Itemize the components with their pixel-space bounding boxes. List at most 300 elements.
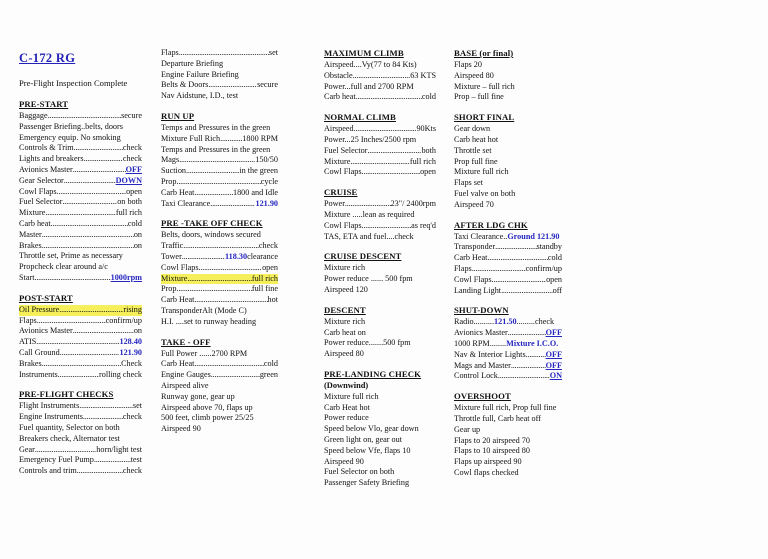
checklist-item [19,412,142,423]
item-value: 150/50 [255,155,278,165]
leader-dots [353,71,411,82]
checklist-line: Fuel valve on both [454,188,516,198]
checklist-line: Mixture .....lean as required [324,209,415,219]
leader-dots [34,273,110,284]
checklist-item [454,350,562,361]
checklist-line: Airspeed....Vy(77 to 84 Kts) [324,60,417,69]
checklist-section [19,293,142,381]
item-label: Obstacle [324,70,353,80]
item-label: Controls and trim [19,466,77,476]
leader-dots [51,219,128,230]
item-label: Landing Light [454,285,502,295]
item-label: Avionics Master [19,326,73,336]
item-label: Power [324,199,345,209]
item-value: check [122,143,142,153]
item-value: Alt (Mode C) [202,305,247,315]
checklist-item [161,80,278,91]
section-title: AFTER LDG CHK [454,219,528,230]
checklist-item [324,157,436,168]
checklist-section [324,187,436,242]
checklist-line: Mixture full rich, Prop full fine [454,403,557,413]
item-value: check clear around a/c [34,262,108,272]
checklist-section [19,99,142,284]
item-label: Transponder [161,305,203,315]
item-value: full fine [251,284,278,294]
leader-dots [179,48,269,59]
checklist-item [19,359,142,370]
item-value: Mixture I.C.O. [506,338,559,348]
item-value: 118.30 [225,251,248,261]
checklist-line: Mixture rich [324,263,366,273]
leader-dots [79,401,133,412]
checklist-line: Carb heat hot [454,134,499,144]
checklist-line: Airspeed above 70, flaps up [161,402,253,412]
item-value: 1800 RPM [242,133,278,143]
item-value: full rich [115,208,142,218]
item-value: in the green [239,166,278,176]
checklist-line: Carb Heat hot [324,402,370,412]
item-value: 121.90 [255,198,278,208]
checklist-line: Prop full fine [454,156,498,166]
checklist-item [454,339,562,350]
checklist-item [161,252,278,263]
item-label: Brakes [19,358,42,368]
checklist-item [324,92,436,103]
checklist-line: Temps and Pressures in the green [161,122,271,132]
checklist-item [19,273,142,284]
item-value: full rich [409,156,436,166]
section-title: OVERSHOOT [454,391,511,402]
leader-dots [367,146,421,157]
item-label: Mixture [161,273,188,283]
checklist-item [19,466,142,477]
section-title: DESCENT [324,304,366,315]
leader-dots [176,284,251,295]
leader-dots [73,326,134,337]
leader-dots [42,359,121,370]
item-label: Control Lock [454,371,498,381]
checklist-line: Airspeed 80 [324,349,364,359]
item-label: Suction [161,166,187,176]
item-value: test [130,455,142,465]
checklist-line: Emergency equip. No smoking [19,132,121,142]
leader-dots [176,177,260,188]
item-value: on [133,240,142,250]
item-value: 1000rpm [110,272,142,282]
column-1-sections [19,99,142,477]
checklist-item [161,317,278,328]
checklist-item [19,197,142,208]
item-label: ATIS [19,337,37,347]
checklist-item [19,111,142,122]
checklist-item [161,349,278,360]
item-label: Nav Aids [161,91,192,101]
item-value: check [122,412,142,422]
leader-dots [77,466,123,477]
checklist-item [19,262,142,273]
checklist-line: Mixture full rich [454,167,509,177]
checklist-item [19,219,142,230]
section-title: NORMAL CLIMB [324,112,396,123]
leader-dots [194,359,263,370]
leader-dots [84,154,123,165]
checklist-line: Runway gone, gear up [161,391,235,401]
item-value: cold [127,218,142,228]
checklist-item [19,154,142,165]
checklist-item [161,274,278,285]
item-label: Cowl Flaps [324,220,362,230]
checklist-item [454,264,562,275]
checklist-item [161,177,278,188]
checklist-item [19,143,142,154]
checklist-item [161,91,278,102]
item-label: Prop [161,176,177,186]
leader-dots [186,166,239,177]
checklist-section [454,112,562,210]
item-label: Belts & Doors [161,80,209,90]
checklist-line: Throttle set [454,145,492,155]
leader-dots [472,264,526,275]
item-label: Gear [19,444,35,454]
item-label: 1000 RPM........ [454,338,507,348]
item-suffix: clearance [247,251,278,261]
item-label: H.I. ....set to runway heading [161,316,257,326]
checklist-line: 500 feet, climb power 25/25 [161,413,254,423]
item-label: Carb heat [19,218,51,228]
checklist-line: Passenger Safety Briefing [324,478,410,488]
checklist-item [324,221,436,232]
checklist-item [161,263,278,274]
page-subtitle: Pre-Flight Inspection Complete [19,78,128,88]
item-value: confirm/up [525,263,562,273]
checklist-item [454,361,562,372]
item-value: cold [547,253,562,263]
checklist-section [161,218,278,327]
checklist-section [324,305,436,360]
checklist-line: Airspeed alive [161,380,209,390]
checklist-section [454,391,562,479]
checklist-line: Green light on, gear out [324,434,402,444]
item-value: OFF [545,328,562,338]
item-label: Emergency Fuel Pump [19,455,94,465]
item-label: Master [19,229,42,239]
leader-dots [187,274,251,285]
item-label: Engine Instruments [19,412,83,422]
item-value: OFF [545,349,562,359]
leader-dots [501,286,553,297]
item-value: confirm/up [105,315,142,325]
checklist-line: TAS, ETA and fuel....check [324,231,414,241]
checklist-item [19,230,142,241]
checklist-line: Engine Failure Briefing [161,69,239,79]
leader-dots [495,242,536,253]
item-label: Carb Heat [161,187,195,197]
leader-dots [57,187,127,198]
checklist-section [454,305,562,382]
checklist-line: Prop – full fine [454,92,504,102]
item-value: check [122,154,142,164]
item-label: Taxi Clearance [161,198,211,208]
section-title: SHORT FINAL [454,112,515,123]
checklist-item [19,316,142,327]
item-label: Controls & Trim [19,143,74,153]
item-value: 121.90 [119,347,142,357]
leader-dots [42,230,134,241]
item-label: Carb Heat [454,253,488,263]
item-label: Flaps [19,315,37,325]
checklist-item [19,176,142,187]
item-value: Check [121,358,142,368]
section-title: PRE-START [19,99,69,109]
checklist-line: Gear down [454,124,491,134]
checklist-line: Power reduce.......500 fpm [324,338,411,348]
checklist-item [19,348,142,359]
item-value: both [421,145,436,155]
checklist-item [19,455,142,466]
item-label: Lights and breakers [19,154,84,164]
item-value: open [262,262,278,272]
item-label: Gear Selector [19,175,64,185]
section-title: PRE -TAKE OFF CHECK [161,218,263,229]
item-label: Carb Heat [161,295,195,305]
checklist-item [324,124,436,135]
column-4-sections [454,48,562,479]
checklist-item [19,305,142,316]
item-label: Carb heat [324,92,356,102]
item-label: Prop [161,284,177,294]
checklist-item [454,242,562,253]
leader-dots [362,221,412,232]
checklist-section [161,48,278,102]
checklist-item [324,146,436,157]
checklist-line: Flaps to 20 airspeed 70 [454,435,530,445]
item-value: DOWN [115,175,142,185]
leader-dots [36,337,119,348]
section-title: SHUT-DOWN [454,305,509,316]
checklist-item [19,370,142,381]
item-label: Flaps [454,263,472,273]
leader-dots [487,253,547,264]
item-value: horn/light test [96,444,142,454]
item-value: cold [263,359,278,369]
item-value: 23"/ 2400rpm [390,199,436,209]
column-2-sections [161,48,278,435]
checklist-line: Throttle set, Prime as necessary [19,251,123,261]
checklist-line: Flaps 20 [454,60,482,69]
page-title: C-172 RG [19,51,76,65]
item-value: standby [536,242,562,252]
checklist-section [324,112,436,178]
item-label: Mixture Full Rich [161,133,221,143]
checklist-line: Airspeed 90 [324,456,364,466]
checklist-item [161,155,278,166]
item-value: open [126,186,142,196]
leader-dots [62,197,117,208]
checklist-line: Departure Briefing [161,58,224,68]
leader-dots [48,111,121,122]
column-3-sections [324,48,436,489]
item-value: full rich [251,273,278,283]
checklist-line: Airspeed 90 [161,424,201,434]
item-label: Transponder [454,242,496,252]
item-label: Fuel Selector [324,145,368,155]
item-label: Avionics Master [454,328,508,338]
item-label: Baggage [19,111,48,120]
item-label: Full Power ......2700 RPM [161,348,248,358]
item-label: Oil Pressure [19,304,60,314]
item-value: OFF [125,164,142,174]
checklist-line: Airspeed 80 [454,70,494,80]
item-label: Mixture [324,156,351,166]
checklist-section [19,389,142,477]
checklist-item [19,187,142,198]
checklist-line: Speed below Vfe, flaps 10 [324,445,411,455]
item-value: cycle [260,176,278,186]
item-value: 128.40 [119,337,142,347]
leader-dots [64,176,116,187]
checklist-line: Gear up [454,424,481,434]
leader-dots [94,455,131,466]
leader-dots [511,361,546,372]
item-value: on both [117,197,142,207]
section-title: PRE-LANDING CHECK [324,368,422,379]
section-title: TAKE - OFF [161,336,211,347]
checklist-section [454,220,562,297]
item-value: 90Kts [416,124,436,134]
item-label: Taxi Clearance.. [454,231,508,241]
checklist-item [454,275,562,286]
leader-dots [508,328,546,339]
item-label: Cowl Flaps [161,262,199,272]
item-value: OFF [545,360,562,370]
item-value: on [133,326,142,336]
checklist-item [161,284,278,295]
checklist-item [454,371,562,382]
checklist-line: Power...25 Inches/2500 rpm [324,134,417,144]
section-title: PRE-FLIGHT CHECKS [19,389,114,400]
item-label: Instruments [19,369,58,379]
section-title: CRUISE [324,187,358,198]
checklist-item [454,286,562,297]
checklist-line: Mixture full rich [324,391,379,401]
checklist-line: Flaps set [454,178,483,188]
checklist-section [161,111,278,209]
leader-dots [42,241,134,252]
leader-dots [208,80,257,91]
checklist-line: Power reduce [324,413,369,423]
checklist-line: Carb heat on [324,327,366,337]
item-value: 63 KTS [410,70,436,80]
checklist-line: Cowl flaps checked [454,467,519,477]
checklist-item [19,165,142,176]
item-value: open [420,167,436,177]
checklist-item [19,401,142,412]
checklist-line: Flaps up airspeed 90 [454,457,522,467]
checklist-item [19,337,142,348]
leader-dots [350,157,409,168]
checklist-item [161,241,278,252]
checklist-section [161,337,278,435]
item-value: off [552,285,562,295]
item-label: Avionics Master [19,164,73,174]
checklist-item [161,199,278,210]
item-value: hot [267,295,278,305]
checklist-line: Speed below Vlo, gear down [324,424,419,434]
checklist-item [161,166,278,177]
checklist-line: Mixture rich [324,316,366,326]
leader-dots [83,412,123,423]
leader-dots [526,350,546,361]
leader-dots [183,241,259,252]
item-label: Radio.......... [454,317,495,327]
leader-dots [35,445,96,456]
item-label: Nav & Interior Lights [454,349,526,359]
checklist-line: Fuel quantity, Selector on both [19,422,120,432]
item-label: Brakes [19,240,42,250]
checklist-line: Airspeed 120 [324,284,368,294]
column-3 [324,48,436,498]
item-value: rising [123,304,142,314]
leader-dots [37,316,106,327]
leader-dots [59,305,123,316]
item-label: Traffic [161,241,184,251]
item-value: set [268,48,278,57]
item-label: Mixture [19,208,46,218]
checklist-line: Power...full and 2700 RPM [324,81,414,91]
section-title: BASE (or final) [454,48,514,58]
leader-dots [354,124,417,135]
item-value: ON [549,371,562,381]
leader-dots [182,252,225,263]
leader-dots [74,143,123,154]
checklist-section [454,48,562,103]
item-value: Ground 121.90 [507,231,560,241]
item-value: open [546,274,562,284]
item-value: 121.50 [494,317,517,327]
checklist-item [324,199,436,210]
leader-dots [345,199,391,210]
checklist-item [19,241,142,252]
item-suffix: .........check [516,317,555,327]
checklist-item [324,167,436,178]
leader-dots [58,370,99,381]
checklist-item [161,306,278,317]
checklist-item [161,48,278,59]
checklist-line: Mixture – full rich [454,81,515,91]
item-label: Carb Heat [161,359,195,369]
column-2 [161,48,278,444]
checklist-line: Airspeed 70 [454,199,494,209]
checklist-item [454,317,562,328]
item-value: secure [257,80,278,90]
item-value: green [259,370,278,380]
item-label: Call Ground [19,347,60,357]
checklist-item [324,71,436,82]
item-label: Cowl Flaps [454,274,492,284]
leader-dots [220,134,242,145]
item-value: set [132,401,142,411]
item-label: Fuel Selector [19,197,63,207]
item-value: tune, I.D., test [191,91,239,101]
leader-dots [211,370,260,381]
checklist-line: Throttle full, Carb heat off [454,413,541,423]
leader-dots [199,263,263,274]
checklist-line: Breakers check, Alternator test [19,433,120,443]
checklist-item [454,232,562,243]
checklist-section [324,251,436,295]
checklist-line: Passenger Briefing..belts, doors [19,121,123,131]
checklist-line: Temps and Pressures in the green [161,144,271,154]
